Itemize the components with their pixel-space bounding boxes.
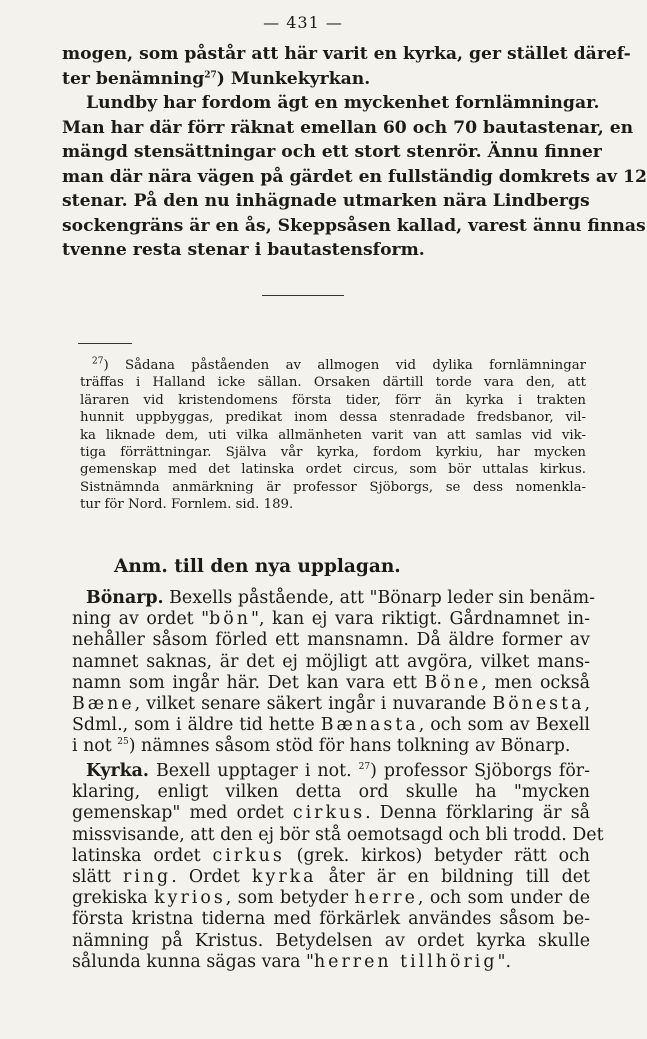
page-number: — 431 — — [263, 13, 343, 32]
section-divider — [262, 295, 344, 296]
paragraph-kyrka — [72, 761, 604, 973]
footnote-line: läraren vid kristendomens första tider, förr än kyrka i trakten — [80, 392, 586, 408]
text-line: Kyrka. Bexell upptager i not. $^{27}$) professor Sjöborgs för- — [86, 761, 590, 781]
footnote-line: tur för Nord. Fornlem. sid. 189. — [80, 497, 294, 513]
text-line: Man har där förr räknat emellan 60 och 70 bautastenar, en — [62, 117, 634, 138]
text-line: gemenskap" med ordet cirkus. Denna förklaring är så — [72, 803, 590, 824]
text-line: slätt ring. Ordet kyrka åter är en bildning till det — [72, 867, 590, 888]
footnote-ref: 25 — [117, 737, 129, 748]
text-line: Bæne, vilket senare säkert ingår i nuvarande Bönesta, — [72, 694, 590, 715]
text-line: i not $^{25}$) nämnes såsom stöd för hans tolkning av Bönarp. — [72, 736, 571, 757]
text-line: klaring, enligt vilken detta ord skulle ha "mycken — [72, 782, 590, 803]
text-line: sockengräns är en ås, Skeppsåsen kallad, varest ännu finnas — [62, 215, 646, 236]
text-line: latinska ordet cirkus (grek. kirkos) betyder rätt och — [72, 845, 591, 866]
text-line: nehåller såsom förled ett mansnamn. Då äldre former av — [72, 630, 590, 651]
footnote-line: hunnit uppbyggas, predikat inom dessa stenradade fredsbanor, vil- — [80, 410, 586, 426]
footnote-ref: 27 — [358, 762, 371, 773]
text-line: ning av ordet "bön", kan ej vara riktigt. Gårdnamnet in- — [72, 609, 590, 630]
text-line: nämning på Kristus. Betydelsen av ordet kyrka skulle — [72, 930, 590, 951]
text-line: första kristna tiderna med förkärlek användes såsom be- — [72, 909, 590, 930]
main-text — [62, 42, 647, 263]
text-line: ter benämning$^{27}$) Munkekyrkan. — [62, 68, 371, 89]
text-line: namn som ingår här. Det kan vara ett Böne, men också — [72, 672, 591, 693]
footnote — [80, 357, 586, 514]
footnote-line: $^{27}$) Sådana påståenden av allmogen vid dylika fornlämningar — [92, 356, 586, 373]
text-line: grekiska kyrios, som betyder herre, och som under de — [72, 888, 590, 909]
text-line: missvisande, att den ej bör stå oemotsagd och bli trodd. Det — [72, 824, 604, 845]
text-line: mängd stensättningar och ett stort stenrör. Ännu finner — [62, 142, 602, 162]
footnote-line: ka liknade dem, uti vilka allmänheten varit van att samlas vid vik- — [80, 427, 586, 443]
text-line: Sdml., som i äldre tid hette Bænasta, och som av Bexell — [72, 715, 590, 736]
text-line: Bönarp. Bexells påstående, att "Bönarp leder sin benäm- — [86, 588, 595, 608]
paragraph-bonarp — [72, 588, 595, 758]
footnote-ref: 27 — [204, 69, 217, 80]
text-line: mogen, som påstår att här varit en kyrka, ger stället däref- — [62, 44, 631, 64]
footnote-line: gemenskap med det latinska ordet circus, som bör uttalas kirkus. — [80, 462, 586, 478]
text-line: Lundby har fordom ägt en myckenhet fornlämningar. — [86, 93, 600, 113]
footnote-divider — [78, 343, 132, 344]
text-line: stenar. På den nu inhägnade utmarken nära Lindbergs — [62, 191, 590, 211]
text-line: tvenne resta stenar i bautastensform. — [62, 240, 425, 260]
section-heading: Anm. till den nya upplagan. — [114, 556, 401, 577]
text-line: man där nära vägen på gärdet en fullständig domkrets av 12 — [62, 166, 647, 187]
footnote-line: Sistnämnda anmärkning är professor Sjöborgs, se dess nomenkla- — [80, 479, 586, 495]
text-line: sålunda kunna sägas vara "herren tillhörig". — [72, 951, 511, 972]
footnote-line: tiga förrättningar. Själva vår kyrka, fordom kyrkiu, har mycken — [80, 445, 586, 461]
footnote-line: träffas i Halland icke sällan. Orsaken därtill torde vara den, att — [80, 375, 586, 391]
text-line: namnet saknas, är det ej möjligt att avgöra, vilket mans- — [72, 651, 590, 672]
footnote-marker: 27 — [92, 356, 104, 367]
